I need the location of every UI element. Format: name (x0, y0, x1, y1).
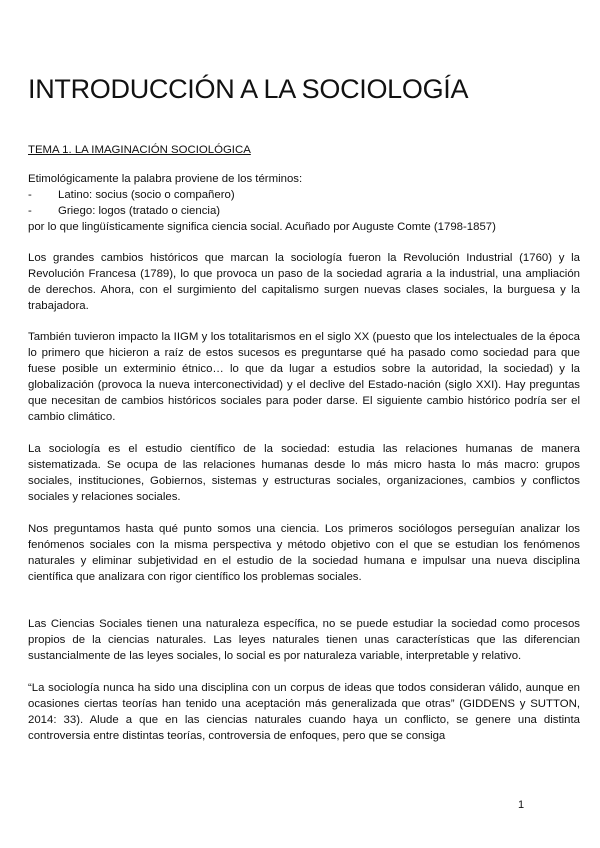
list-item-text: Griego: logos (tratado o ciencia) (58, 204, 221, 217)
list-bullet: - (28, 188, 32, 201)
list-item (28, 188, 580, 204)
paragraph-social-sciences: Las Ciencias Sociales tienen una naturaleza específica, no se puede estudiar la sociedad como procesos propios de la ciencias naturales. Las leyes naturales tienen unas características que las diferencian sustancialmente de las leyes sociales, lo social es por naturaleza variable, interpretable y relativo. (28, 618, 580, 662)
etymology-conclusion: por lo que lingüísticamente significa ciencia social. Acuñado por Auguste Comte (1798-1857) (28, 220, 496, 233)
paragraph-impact: También tuvieron impacto la IIGM y los totalitarismos en el siglo XX (puesto que los intelectuales de la época lo primero que hicieron a raíz de estos sucesos es preguntarse qué ha pasado como sociedad para que fuese posible un exterminio étnico… lo que da lugar a estudios sobre la autoridad, la sociedad) y la globalización (provoca la nueva interconectividad) y el declive del Estado-nación (siglo XXI). Hay preguntas que necesitan de cambios históricos sociales para poder darse. El siguiente cambio histórico podría ser el cambio climático. (28, 331, 580, 423)
list-bullet: - (28, 204, 32, 217)
list-item (28, 204, 580, 220)
paragraph-quote: “La sociología nunca ha sido una disciplina con un corpus de ideas que todos consideran válido, aunque en ocasiones ciertas teorías han tenido una aceptación más generalizada que otras” (GIDDENS y SUTTON, 2014: 33). Alude a que en las ciencias naturales cuando haya un conflicto, se genere una distinta controversia entre distintas teorías, controversia de enfoques, pero que se consiga (28, 682, 580, 742)
paragraph-definition: La sociología es el estudio científico de la sociedad: estudia las relaciones humanas de manera sistematizada. Se ocupa de las relaciones humanas desde lo más micro hasta lo más macro: grupos sociales, instituciones, Gobiernos, sistemas y estructuras sociales, organizaciones, cambios y conflictos sociales y relaciones sociales. (28, 443, 580, 503)
etymology-intro: Etimológicamente la palabra proviene de los términos: (28, 173, 303, 185)
section-heading: TEMA 1. LA IMAGINACIÓN SOCIOLÓGICA (28, 144, 251, 156)
page-title: INTRODUCCIÓN A LA SOCIOLOGÍA (28, 74, 469, 104)
page-number: 1 (518, 799, 525, 811)
list-item-text: Latino: socius (socio o compañero) (58, 188, 235, 201)
paragraph-history: Los grandes cambios históricos que marcan la sociología fueron la Revolución Industrial (1760) y la Revolución Francesa (1789), lo que provoca un paso de la sociedad agraria a la industrial, una ampliación de derechos. Ahora, con el surgimiento del capitalismo surgen nuevas clases sociales, la burguesa y la trabajadora. (28, 252, 580, 312)
paragraph-science: Nos preguntamos hasta qué punto somos una ciencia. Los primeros sociólogos perseguían analizar los fenómenos sociales con la misma perspectiva y método objetivo con el que se estudian los fenómenos naturales y eliminar subjetividad en el estudio de la sociedad humana e impulsar una nueva disciplina científica que analizara con rigor científico los problemas sociales. (28, 523, 580, 583)
etymology-block (28, 172, 580, 236)
